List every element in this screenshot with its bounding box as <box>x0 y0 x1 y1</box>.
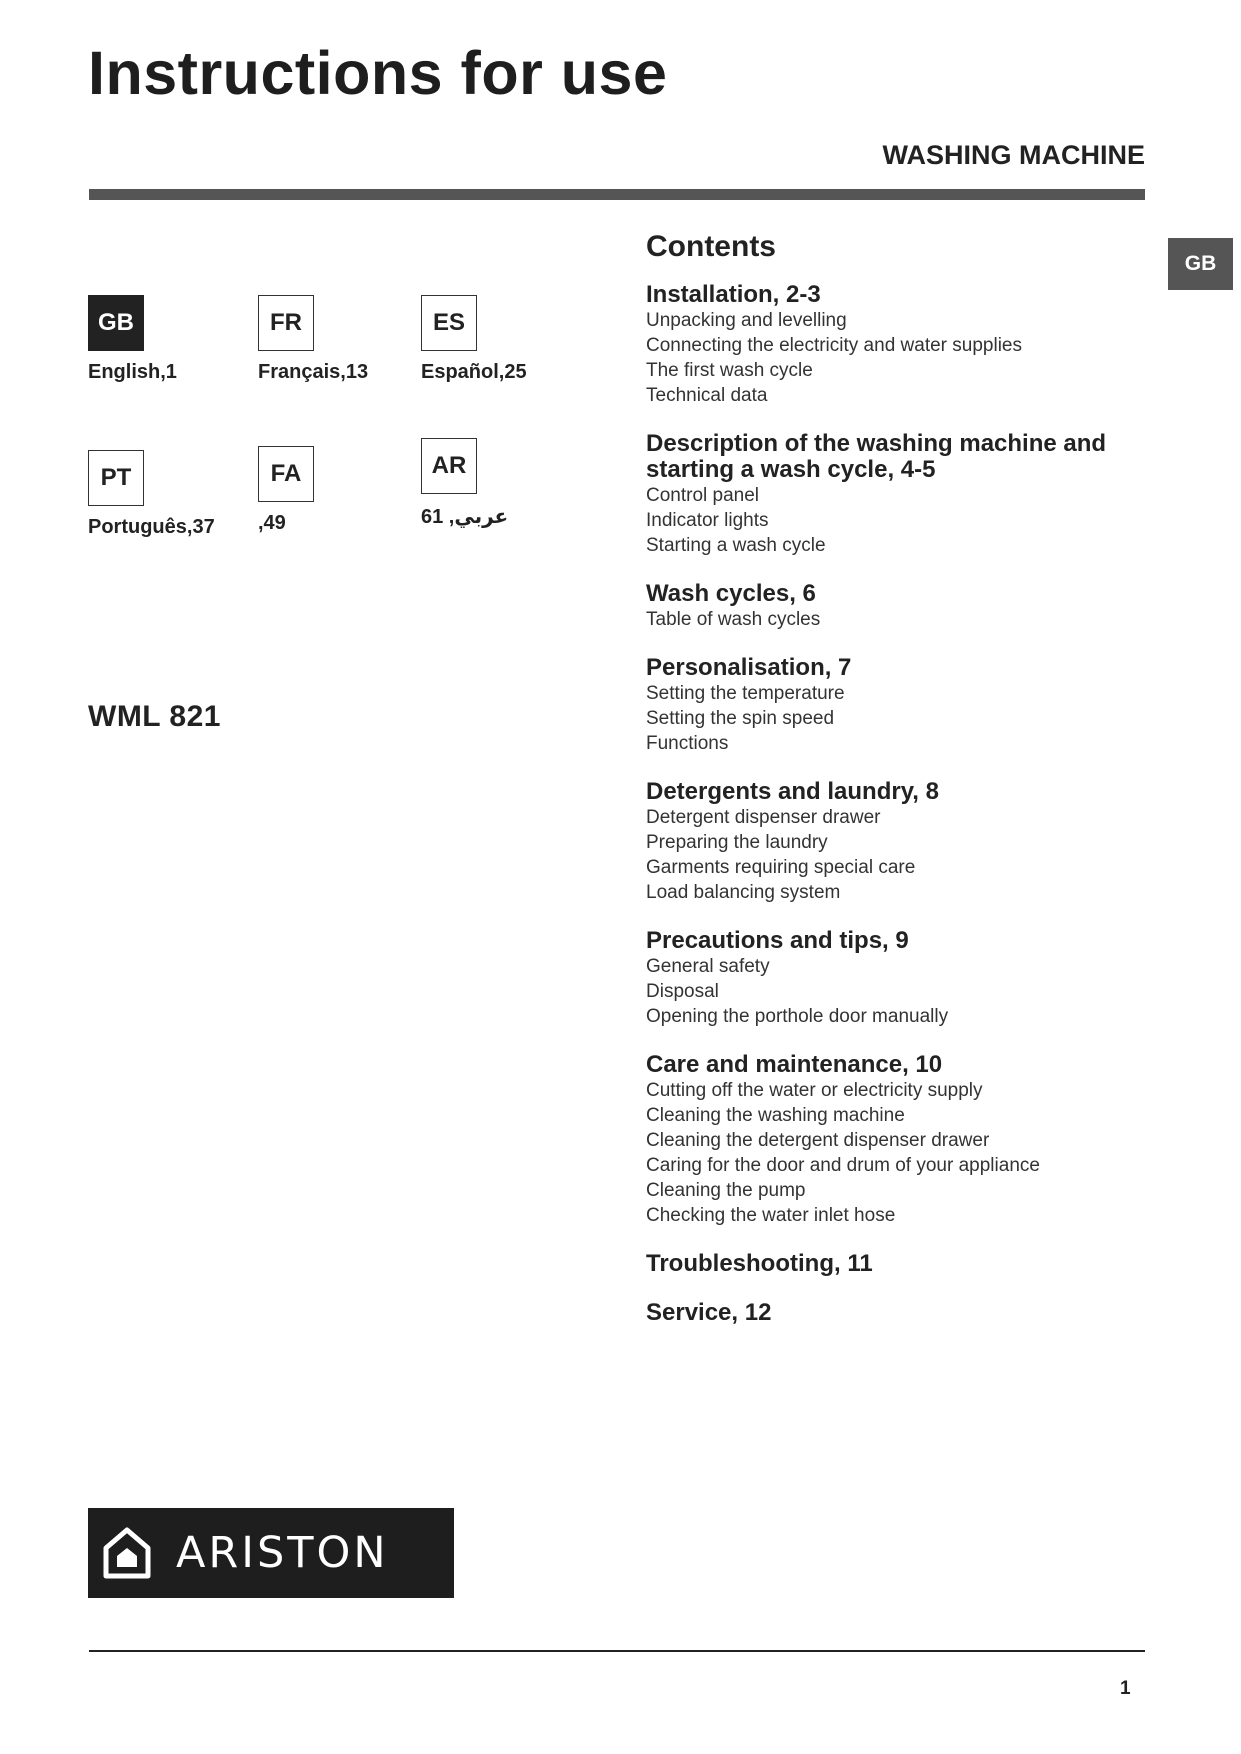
section-item[interactable]: Control panel <box>646 485 760 506</box>
section-title[interactable]: Installation, 2-3 <box>646 281 821 308</box>
model-number: WML 821 <box>88 700 221 733</box>
language-code-badge: AR <box>421 438 477 494</box>
language-label: عربي, 61 <box>421 506 509 528</box>
header-divider <box>89 189 1145 200</box>
language-label: ,49 <box>258 512 286 534</box>
language-option-fr[interactable] <box>258 295 428 384</box>
section-item[interactable]: Table of wash cycles <box>646 609 821 630</box>
section-title[interactable]: Description of the washing machine and starting a wash cycle, 4-5 <box>646 430 1107 483</box>
section-item[interactable]: Detergent dispenser drawer <box>646 807 881 828</box>
language-code-badge: FA <box>258 446 314 502</box>
section-item[interactable]: Garments requiring special care <box>646 857 916 878</box>
section-item[interactable]: Cleaning the detergent dispenser drawer <box>646 1130 990 1151</box>
footer-divider <box>89 1650 1145 1652</box>
section-item[interactable]: Functions <box>646 733 729 754</box>
section-title[interactable]: Detergents and laundry, 8 <box>646 778 939 805</box>
section-item[interactable]: Setting the temperature <box>646 683 845 704</box>
page-number: 1 <box>1120 1678 1131 1699</box>
contents-section <box>646 779 1146 905</box>
product-type: WASHING MACHINE <box>882 140 1145 170</box>
section-title[interactable]: Care and maintenance, 10 <box>646 1051 943 1078</box>
language-code-badge: ES <box>421 295 477 351</box>
section-item[interactable]: Connecting the electricity and water supplies <box>646 335 1022 356</box>
contents-section <box>646 431 1146 558</box>
brand-logo <box>88 1508 454 1598</box>
section-item[interactable]: Indicator lights <box>646 510 769 531</box>
contents-section <box>646 1300 1146 1326</box>
contents-section <box>646 928 1146 1029</box>
section-title[interactable]: Troubleshooting, 11 <box>646 1250 873 1277</box>
section-item[interactable]: The first wash cycle <box>646 360 813 381</box>
page-title: Instructions for use <box>88 39 668 107</box>
section-item[interactable]: Cutting off the water or electricity supply <box>646 1080 983 1101</box>
language-option-gb[interactable] <box>88 295 258 384</box>
contents-section <box>646 655 1146 756</box>
contents-section <box>646 1052 1146 1228</box>
contents-section <box>646 581 1146 632</box>
language-label: Español,25 <box>421 361 527 383</box>
language-side-tab: GB <box>1168 238 1233 290</box>
language-label: Français,13 <box>258 361 369 383</box>
section-item[interactable]: Setting the spin speed <box>646 708 835 729</box>
section-title[interactable]: Personalisation, 7 <box>646 654 852 681</box>
section-title[interactable]: Wash cycles, 6 <box>646 580 816 607</box>
section-title[interactable]: Service, 12 <box>646 1299 772 1326</box>
section-item[interactable]: Cleaning the washing machine <box>646 1105 905 1126</box>
section-item[interactable]: Disposal <box>646 981 719 1002</box>
language-label: Português,37 <box>88 516 215 538</box>
language-code-badge: GB <box>88 295 144 351</box>
section-title[interactable]: Precautions and tips, 9 <box>646 927 909 954</box>
language-code-badge: PT <box>88 450 144 506</box>
contents-section <box>646 282 1146 408</box>
brand-name: ARISTON <box>176 1528 389 1578</box>
house-icon <box>102 1526 152 1580</box>
section-item[interactable]: Preparing the laundry <box>646 832 828 853</box>
section-item[interactable]: Load balancing system <box>646 882 841 903</box>
language-code-badge: FR <box>258 295 314 351</box>
table-of-contents <box>646 230 1146 1349</box>
section-item[interactable]: Opening the porthole door manually <box>646 1006 949 1027</box>
language-option-pt[interactable] <box>88 450 258 539</box>
section-item[interactable]: Unpacking and levelling <box>646 310 847 331</box>
section-item[interactable]: Cleaning the pump <box>646 1180 806 1201</box>
contents-sections <box>646 282 1146 1326</box>
language-option-ar[interactable] <box>421 438 591 529</box>
language-option-es[interactable] <box>421 295 591 384</box>
section-item[interactable]: Caring for the door and drum of your appliance <box>646 1155 1040 1176</box>
language-option-fa[interactable] <box>258 446 428 535</box>
section-item[interactable]: Technical data <box>646 385 768 406</box>
language-label: English,1 <box>88 361 177 383</box>
section-item[interactable]: General safety <box>646 956 770 977</box>
section-item[interactable]: Checking the water inlet hose <box>646 1205 896 1226</box>
section-item[interactable]: Starting a wash cycle <box>646 535 826 556</box>
contents-heading: Contents <box>646 230 776 263</box>
contents-section <box>646 1251 1146 1277</box>
